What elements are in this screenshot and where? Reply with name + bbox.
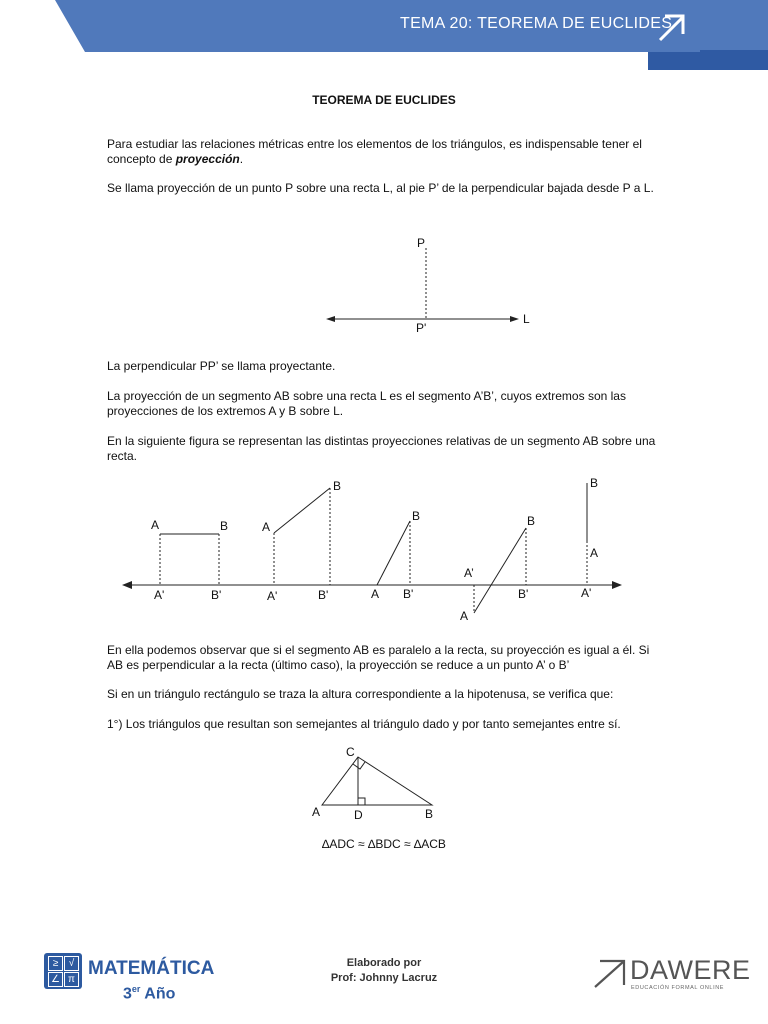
company-tagline: EDUCACIÓN FORMAL ONLINE	[631, 985, 725, 991]
emphasis-term: proyección	[175, 151, 240, 166]
svg-text:B: B	[412, 509, 421, 523]
figure-point-projection	[300, 230, 550, 340]
label-P-prime: P'	[416, 321, 427, 335]
author-credit	[314, 956, 454, 986]
svg-text:B': B'	[518, 587, 529, 601]
paragraph-projectant: La perpendicular PP’ se llama proyectante.	[107, 359, 336, 373]
svg-text:A: A	[262, 520, 271, 534]
svg-text:A': A'	[267, 589, 278, 603]
arrow-up-right-icon	[657, 13, 687, 43]
arrow-left-icon	[326, 316, 335, 322]
svg-text:A’: A’	[464, 566, 474, 580]
math-symbols-icon	[44, 953, 82, 989]
paragraph-end: .	[239, 151, 244, 166]
case-endpoint-on-line	[371, 509, 420, 601]
arrow-right-icon	[612, 581, 622, 589]
paragraph-similarity: 1°) Los triángulos que resultan son semejantes al triángulo dado y por tanto semejantes entre sí.	[107, 717, 621, 731]
paragraph-text: Para estudiar las relaciones métricas entre los elementos de los triángulos, es indispensable tener el concepto de	[107, 137, 642, 166]
paragraph-definition-point: Se llama proyección de un punto P sobre una recta L, al pie P’ de la perpendicular bajada desde P a L.	[107, 181, 654, 195]
right-angle-mark-D	[358, 798, 365, 805]
svg-text:B: B	[220, 519, 229, 533]
figure-right-triangle	[300, 740, 460, 825]
svg-text:A: A	[151, 518, 160, 532]
logo-symbol: √	[64, 956, 79, 971]
svg-text:B: B	[333, 479, 342, 493]
case-perpendicular	[581, 476, 598, 600]
case-parallel	[151, 518, 228, 602]
brand-title: MATEMÁTICA	[88, 958, 215, 979]
paragraph-observation: En ella podemos observar que si el segmento AB es paralelo a la recta, su proyección es igual a él. Si AB es perpendicular a la recta (último caso), la proyección se reduce a un punto A’ o B’	[107, 643, 650, 672]
svg-text:B': B'	[211, 588, 222, 602]
case-oblique	[262, 479, 341, 603]
paragraph-intro	[107, 137, 667, 166]
figure-segment-projections	[0, 470, 768, 630]
grade-label	[123, 984, 175, 1003]
svg-text:B: B	[527, 514, 536, 528]
logo-symbol: ∠	[48, 972, 63, 987]
label-P: P	[417, 236, 426, 250]
grade-number: 3	[123, 985, 132, 1003]
arrow-left-icon	[122, 581, 132, 589]
label-B: B	[425, 807, 434, 821]
paragraph-segment-projection: La proyección de un segmento AB sobre una recta L es el segmento A’B’, cuyos extremos son las proyecciones de los extremos A y B sobre L.	[107, 389, 626, 418]
grade-word: Año	[144, 985, 176, 1003]
similarity-formula: ∆ADC ≈ ∆BDC ≈ ∆ACB	[322, 837, 446, 851]
header-banner	[0, 0, 768, 70]
arrow-right-icon	[510, 316, 519, 322]
svg-text:B: B	[590, 476, 599, 490]
svg-text:A: A	[590, 546, 599, 560]
company-name: DAWERE	[630, 955, 751, 985]
svg-text:A': A'	[581, 586, 592, 600]
case-crossing-line	[460, 514, 535, 623]
document-title: TEOREMA DE EUCLIDES	[312, 93, 456, 107]
svg-text:A: A	[460, 609, 469, 623]
header-title: TEMA 20: TEOREMA DE EUCLIDES	[400, 15, 673, 32]
paragraph-right-triangle: Si en un triángulo rectángulo se traza la altura correspondiente a la hipotenusa, se verifica que:	[107, 687, 614, 701]
triangle-ABC	[322, 757, 432, 805]
svg-text:A: A	[371, 587, 380, 601]
logo-symbol: ≥	[48, 956, 63, 971]
label-L: L	[523, 312, 530, 326]
dawere-arrow-icon	[592, 958, 628, 990]
credit-line: Elaborado por	[346, 957, 422, 969]
right-angle-mark-C	[353, 762, 365, 769]
svg-text:B': B'	[318, 588, 329, 602]
label-A: A	[312, 805, 321, 819]
label-D: D	[354, 808, 363, 822]
paragraph-figure-intro: En la siguiente figura se representan las distintas proyecciones relativas de un segmento AB sobre una recta.	[107, 434, 656, 463]
logo-symbol: π	[64, 972, 79, 987]
label-C: C	[346, 745, 355, 759]
credit-author: Prof: Johnny Lacruz	[330, 972, 438, 984]
grade-superscript: er	[131, 984, 141, 994]
svg-text:B': B'	[403, 587, 414, 601]
svg-text:A': A'	[154, 588, 165, 602]
